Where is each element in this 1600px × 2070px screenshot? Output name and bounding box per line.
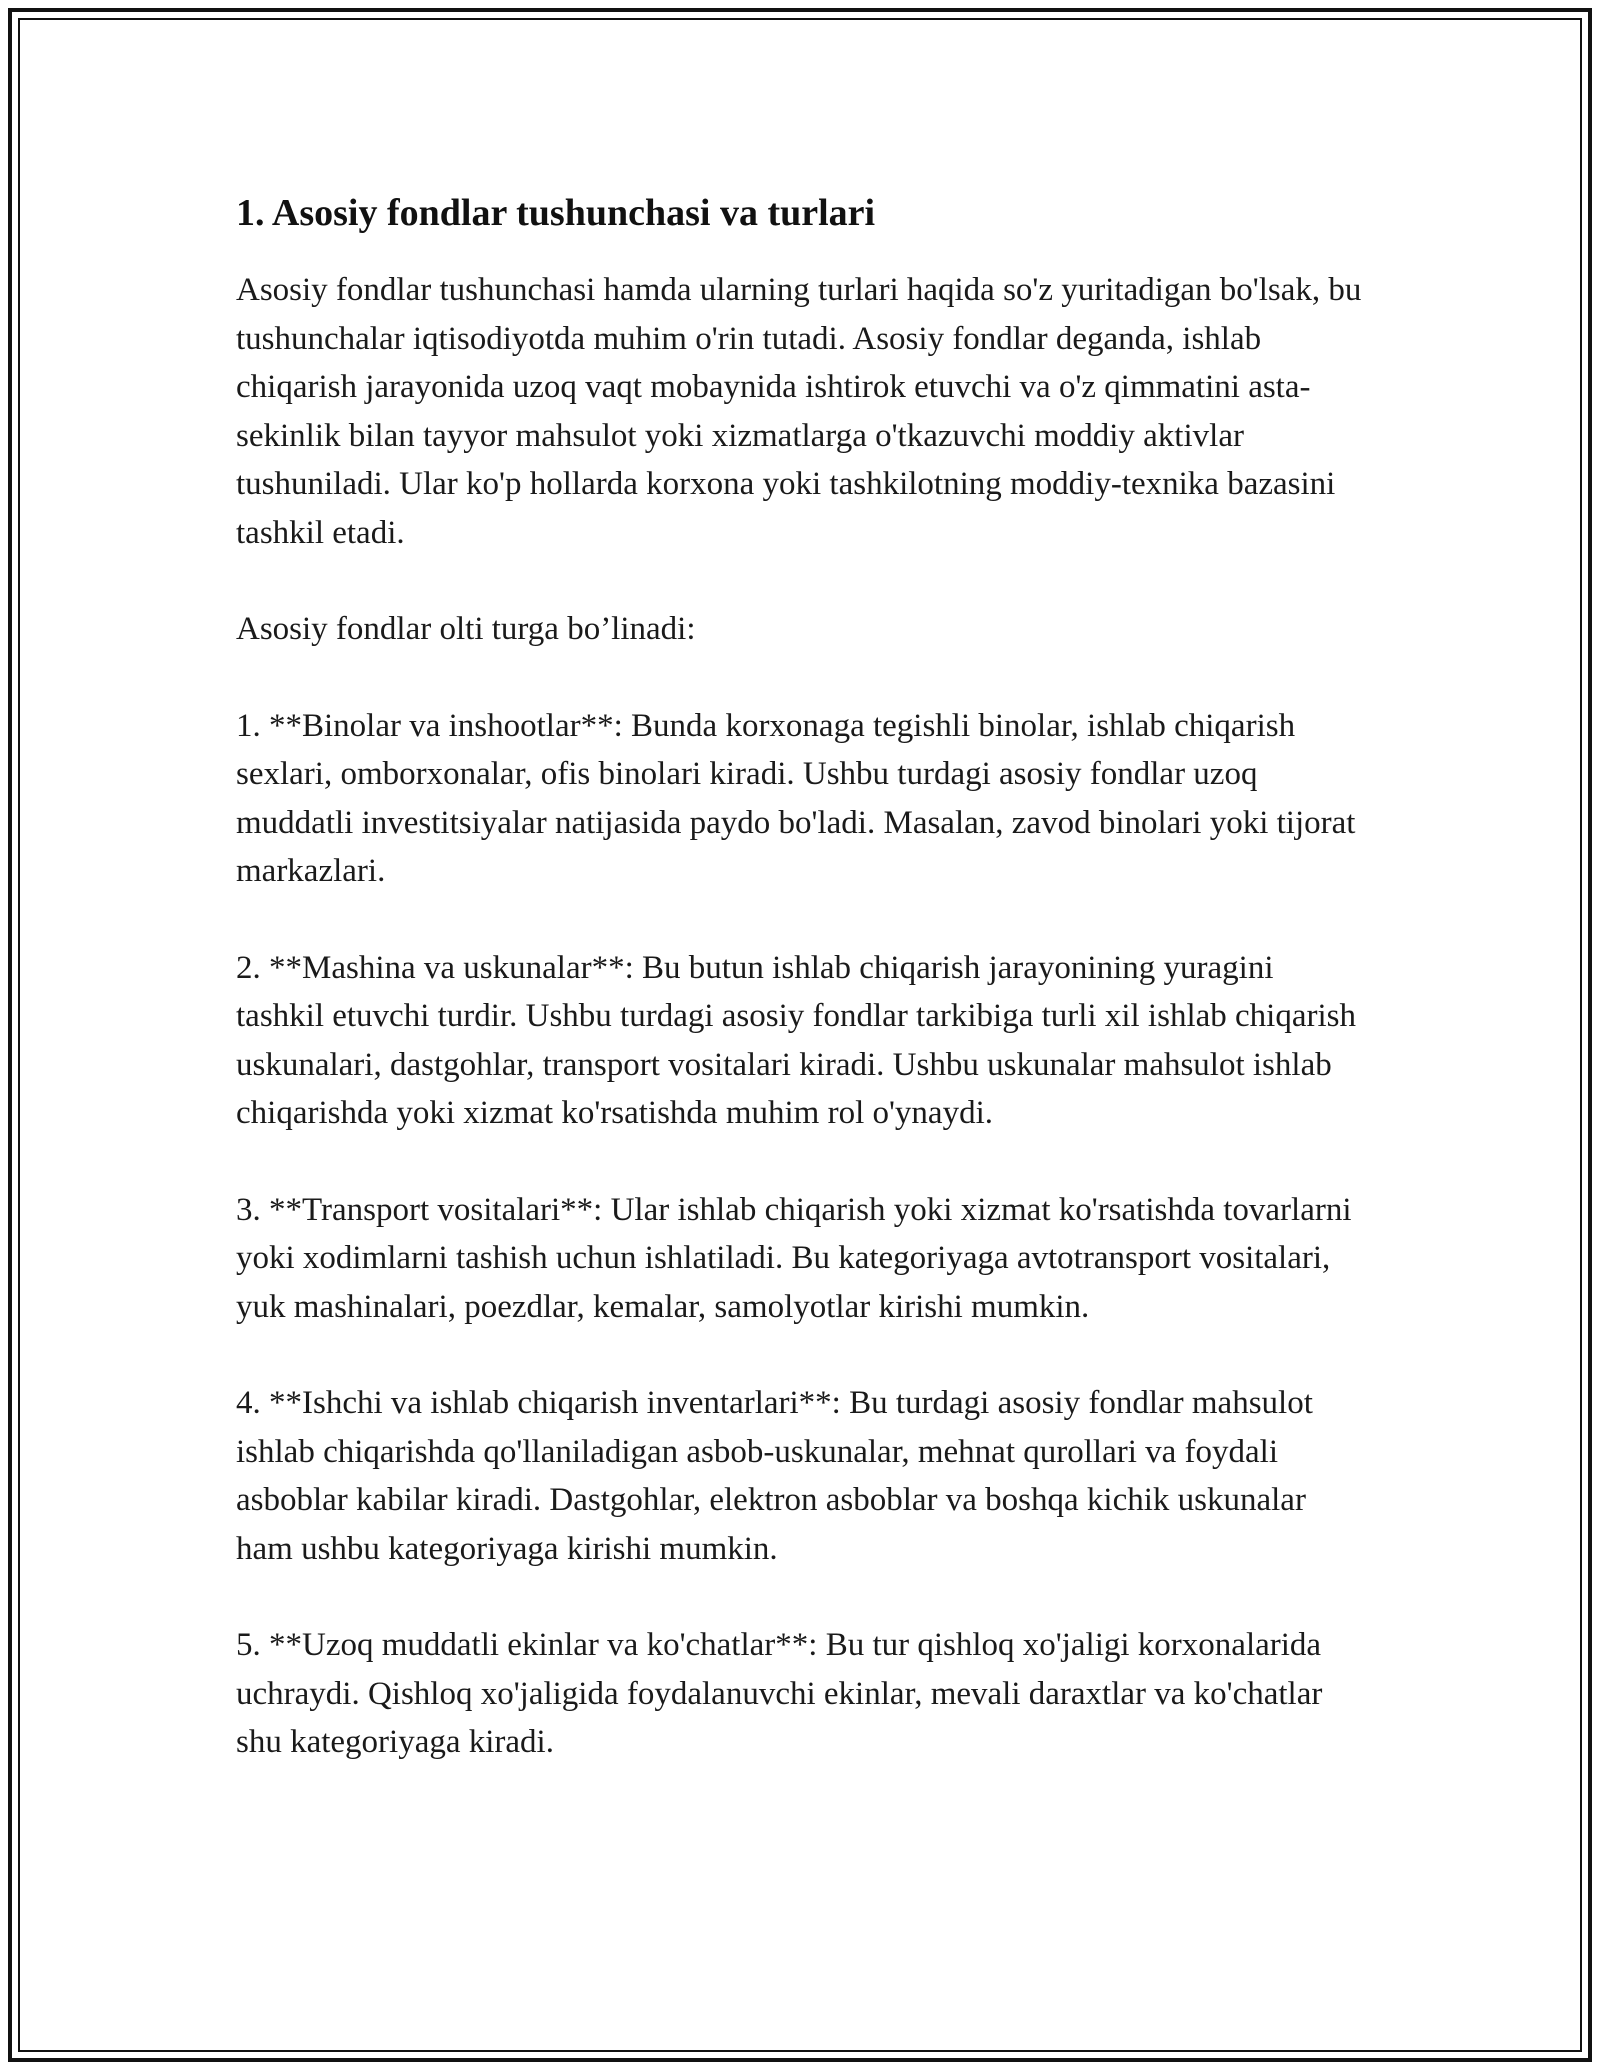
document-body xyxy=(236,186,1366,1815)
types-intro-paragraph: Asosiy fondlar olti turga bo’linadi: xyxy=(236,611,696,647)
list-item-inventory: 4. **Ishchi va ishlab chiqarish inventarlari**: Bu turdagi asosiy fondlar mahsulot ishlab chiqarishda qo'llaniladigan asbob-uskunalar, mehnat qurollari va foydali asboblar kabilar kiradi. Dastgohlar, elektron asboblar va boshqa kichik uskunalar ham ushbu kategoriyaga kirishi mumkin. xyxy=(236,1385,1313,1567)
list-item-buildings: 1. **Binolar va inshootlar**: Bunda korxonaga tegishli binolar, ishlab chiqarish sexlari, omborxonalar, ofis binolari kiradi. Ushbu turdagi asosiy fondlar uzoq muddatli investitsiyalar natijasida paydo bo'ladi. Masalan, zavod binolari yoki tijorat markazlari. xyxy=(236,707,1356,889)
intro-paragraph: Asosiy fondlar tushunchasi hamda ularning turlari haqida so'z yuritadigan bo'lsak, bu tushunchalar iqtisodiyotda muhim o'rin tutadi. Asosiy fondlar deganda, ishlab chiqarish jarayonida uzoq vaqt mobaynida ishtirok etuvchi va o'z qimmatini asta-sekinlik bilan tayyor mahsulot yoki xizmatlarga o'tkazuvchi moddiy aktivlar tushuniladi. Ular ko'p hollarda korxona yoki tashkilotning moddiy-texnika bazasini tashkil etadi. xyxy=(236,272,1362,551)
list-item-machinery: 2. **Mashina va uskunalar**: Bu butun ishlab chiqarish jarayonining yuragini tashkil etuvchi turdir. Ushbu turdagi asosiy fondlar tarkibiga turli xil ishlab chiqarish uskunalari, dastgohlar, transport vositalari kiradi. Ushbu uskunalar mahsulot ishlab chiqarishda yoki xizmat ko'rsatishda muhim rol o'ynaydi. xyxy=(236,949,1356,1131)
list-item-transport: 3. **Transport vositalari**: Ular ishlab chiqarish yoki xizmat ko'rsatishda tovarlarni yoki xodimlarni tashish uchun ishlatiladi. Bu kategoriyaga avtotransport vositalari, yuk mashinalari, poezdlar, kemalar, samolyotlar kirishi mumkin. xyxy=(236,1191,1352,1325)
list-item-perennial-crops: 5. **Uzoq muddatli ekinlar va ko'chatlar**: Bu tur qishloq xo'jaligi korxonalarida uchraydi. Qishloq xo'jaligida foydalanuvchi ekinlar, mevali daraxtlar va ko'chatlar shu kategoriyaga kiradi. xyxy=(236,1627,1323,1760)
section-heading: 1. Asosiy fondlar tushunchasi va turlari xyxy=(236,192,876,234)
